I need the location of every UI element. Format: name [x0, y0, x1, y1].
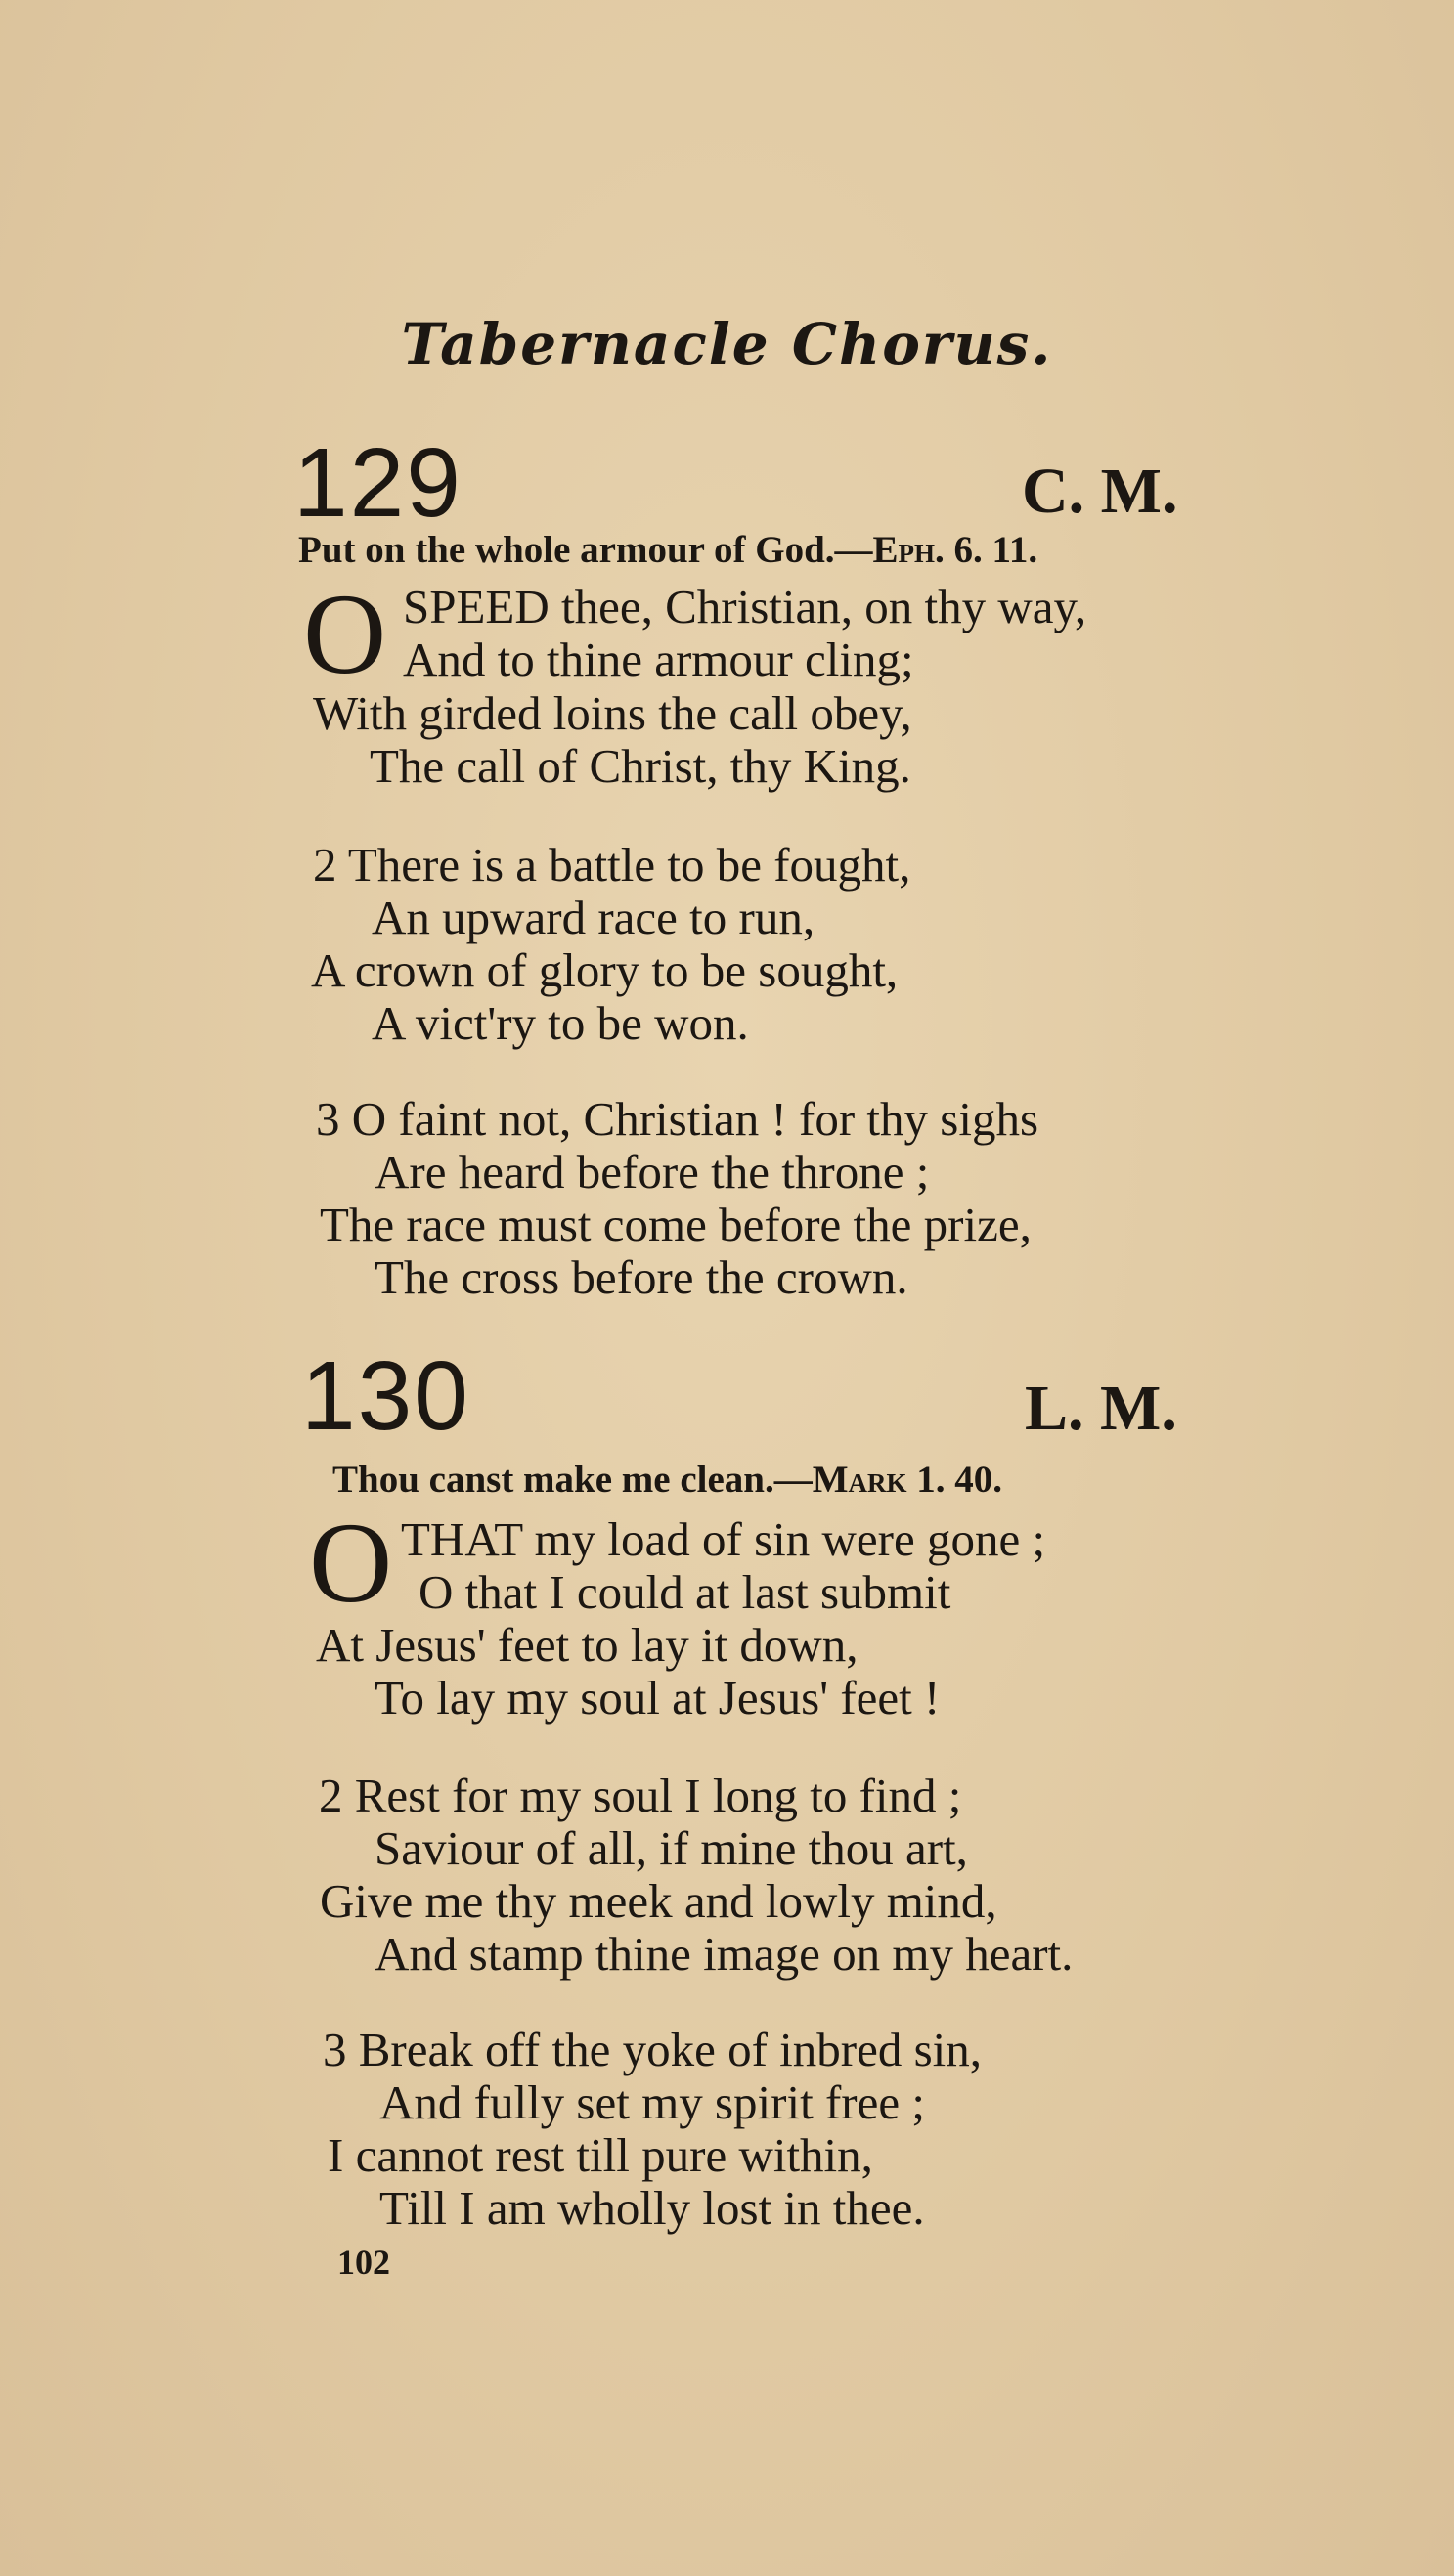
- verse-line: And fully set my spirit free ;: [379, 2075, 925, 2129]
- verse-line: A vict'ry to be won.: [372, 996, 749, 1050]
- verse-line: And to thine armour cling;: [403, 633, 914, 686]
- drop-cap: O: [309, 1499, 393, 1627]
- verse-line: 3 Break off the yoke of inbred sin,: [323, 2023, 983, 2076]
- verse-line: The call of Christ, thy King.: [370, 739, 911, 793]
- epigraph-text: Thou canst make me clean.—: [332, 1459, 813, 1501]
- hymn-number: 130: [301, 1341, 470, 1451]
- verse-line: And stamp thine image on my heart.: [375, 1927, 1074, 1981]
- running-head: Tabernacle Chorus.: [401, 311, 1053, 377]
- hymn-meter: L. M.: [1025, 1373, 1177, 1444]
- verse-line: I cannot rest till pure within,: [328, 2128, 873, 2182]
- epigraph-reference: Eph. 6. 11.: [872, 529, 1038, 571]
- hymn-number: 129: [293, 428, 463, 538]
- verse-line: 3 O faint not, Christian ! for thy sighs: [316, 1092, 1039, 1146]
- hymn-epigraph: [298, 531, 1037, 569]
- verse-line: An upward race to run,: [372, 891, 815, 944]
- drop-cap: O: [303, 570, 387, 698]
- epigraph-text: Put on the whole armour of God.—: [298, 529, 873, 571]
- hymn-epigraph: [332, 1461, 1002, 1499]
- verse-line: THAT my load of sin were gone ;: [401, 1512, 1046, 1566]
- hymn-meter: C. M.: [1022, 456, 1178, 527]
- verse-line: Till I am wholly lost in thee.: [379, 2181, 925, 2235]
- page-number: 102: [337, 2243, 390, 2282]
- verse-line: With girded loins the call obey,: [313, 686, 912, 740]
- verse-line: O that I could at last submit: [419, 1565, 951, 1619]
- verse-line: To lay my soul at Jesus' feet !: [375, 1671, 941, 1725]
- verse-line: The cross before the crown.: [375, 1250, 908, 1304]
- verse-line: Are heard before the throne ;: [375, 1145, 930, 1199]
- verse-line: The race must come before the prize,: [320, 1198, 1032, 1251]
- verse-line: Give me thy meek and lowly mind,: [320, 1874, 997, 1928]
- verse-line: 2 There is a battle to be fought,: [313, 838, 911, 892]
- verse-line: A crown of glory to be sought,: [311, 943, 899, 997]
- verse-line: 2 Rest for my soul I long to find ;: [319, 1768, 962, 1822]
- verse-line: SPEED thee, Christian, on thy way,: [403, 580, 1087, 633]
- verse-line: Saviour of all, if mine thou art,: [375, 1821, 968, 1875]
- epigraph-reference: Mark 1. 40.: [812, 1459, 1003, 1501]
- verse-line: At Jesus' feet to lay it down,: [316, 1618, 859, 1672]
